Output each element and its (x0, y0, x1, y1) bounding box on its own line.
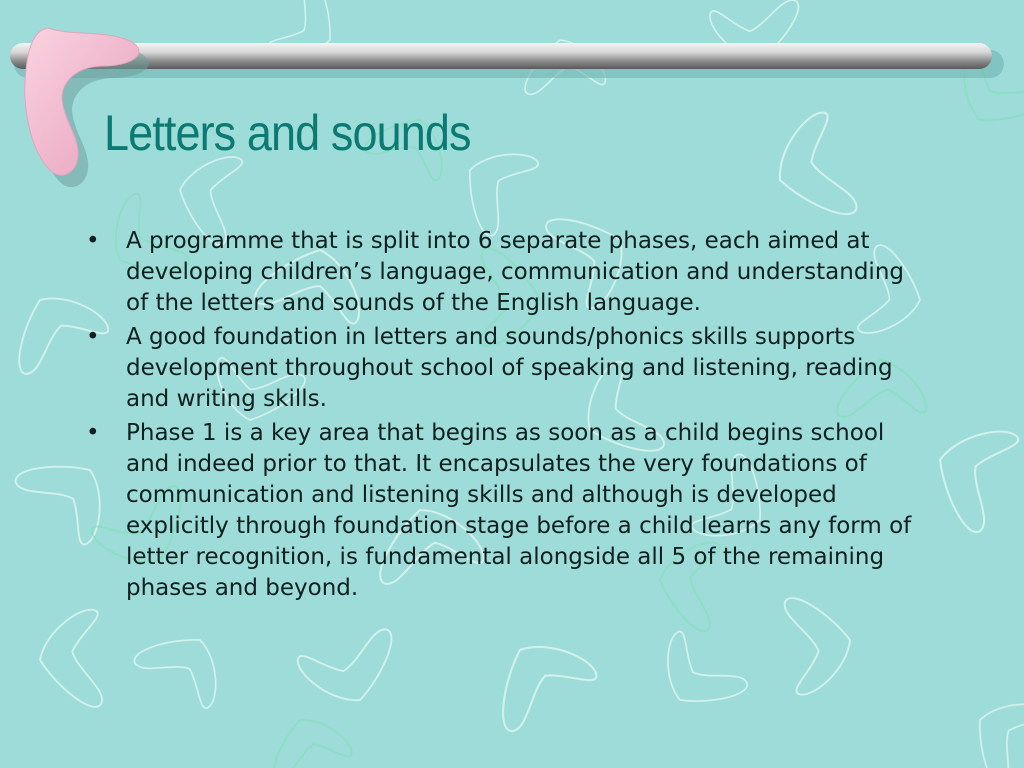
bullet-text: A good foundation in letters and sounds/phonics skills supports development throughout school of speaking and listening, reading and writing skills. (126, 324, 893, 412)
bullet-point: • (86, 228, 100, 254)
header-rail (0, 0, 1024, 200)
bullet-text: A programme that is split into 6 separate phases, each aimed at developing children’s language, communication and understanding of the letters and sounds of the English language. (126, 228, 905, 316)
bullet-list (86, 226, 916, 607)
bullet-item (86, 322, 916, 415)
bullet-point: • (86, 324, 100, 350)
slide-title: Letters and sounds (104, 105, 471, 161)
bullet-text: Phase 1 is a key area that begins as soon as a child begins school and indeed prior to that. It encapsulates the very foundations of communication and listening skills and although is developed explicitly through foundation stage before a child learns any form of letter recognition, is fundamental alongside all 5 of the remaining phases and beyond. (126, 420, 912, 601)
bullet-item (86, 418, 916, 604)
bullet-item (86, 226, 916, 319)
bullet-point: • (86, 420, 100, 446)
